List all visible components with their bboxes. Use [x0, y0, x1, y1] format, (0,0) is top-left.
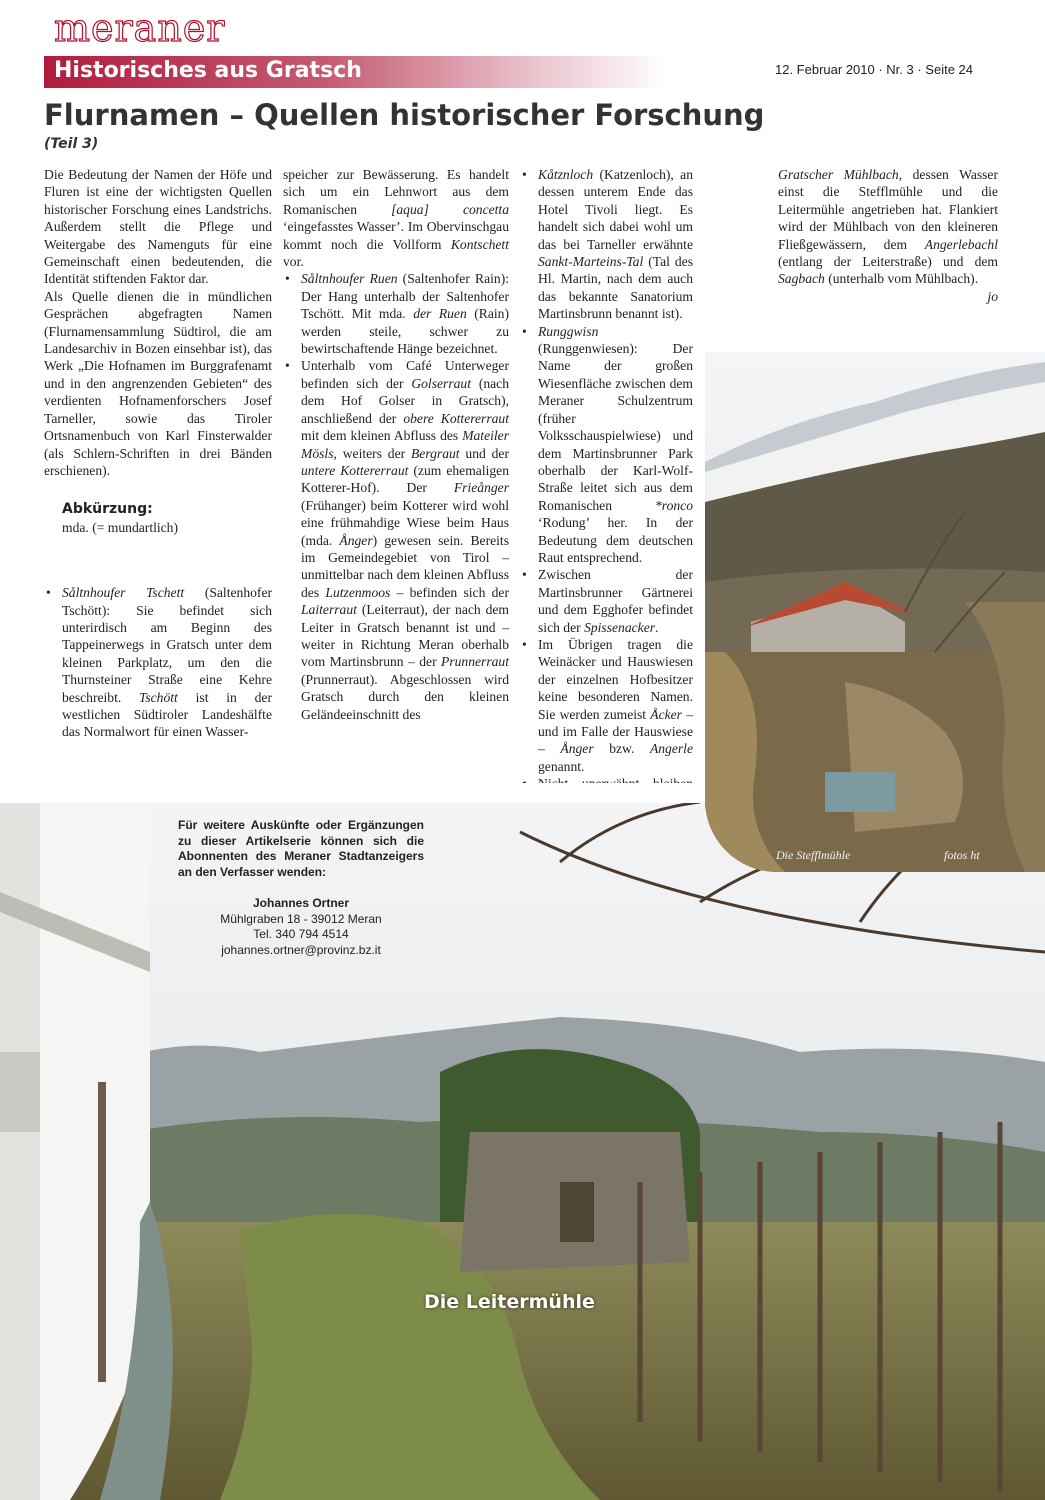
text: bzw. [593, 741, 650, 757]
term: Runggwisn [538, 323, 599, 339]
term: Lutzenmoos [325, 584, 391, 600]
text: (zum ehemaligen Kotterer-Hof). Der [301, 462, 509, 496]
contact-name: Johannes Ortner [252, 896, 350, 910]
text: (nach dem Hof Golser in Gratsch), anschließend der [301, 375, 510, 426]
text-wrap-box [0, 783, 718, 803]
term: Angerlebachl [924, 236, 998, 252]
text: ist in der westlichen Südtiroler Landeshälfte das Normalwort für einen Wasser- [62, 689, 272, 740]
paragraph [283, 166, 509, 270]
term: Bergraut [410, 445, 460, 461]
term: Spissenacker [584, 619, 656, 635]
text: (Saltenhofer Tschött): Sie befindet sich unterirdisch am Beginn des Tappeinerwegs in Gratsch unter dem kleinen Parkplatz, um den die Thurnsteiner Straße eine Kehre beschreibt. [62, 585, 272, 705]
article-subtitle: (Teil 3) [44, 136, 99, 152]
contact-box [178, 818, 424, 958]
column-2 [283, 166, 509, 723]
text: , weiters der [333, 445, 411, 461]
text: , dessen Wasser einst die Stefflmühle und die Leitermühle angetrieben hat. Flankiert wird der Mühlbach von den kleineren Fließgewässern, dem [778, 167, 998, 252]
text: . [655, 619, 659, 635]
column-4 [778, 166, 998, 305]
text: (Rain) werden steile, schwer zu bewirtschaftende Hänge bezeichnet. [301, 306, 509, 357]
text: (Runggenwiesen): Der Name der großen Wiesenfläche zwischen dem Meraner Schulzentrum (früher Volksschauspielwiese) und dem Martinsbrunner Park oberhalb der Karl-Wolf-Straße leitet sich aus dem Romanischen [538, 341, 693, 513]
photo-credit: fotos ht [944, 848, 980, 862]
text: (Prunnerraut). Abgeschlossen wird Gratsch durch den kleinen Geländeeinschnitt des [301, 671, 509, 722]
term: Prunnerraut [441, 654, 509, 670]
text: (Katzenloch), an dessen unterem Ende das Hotel Tivoli liegt. Es handelt sich dabei wohl um das bei Tarneller erwähnte [538, 167, 693, 252]
contact-address [178, 896, 424, 958]
text: (Frühanger) beim Kotterer wird wohl eine frühmahdige Wiese beim Haus (mda. [301, 497, 509, 548]
text: vor. [283, 254, 304, 270]
list-item [520, 166, 693, 323]
term: obere Kottererraut [403, 410, 509, 426]
text: mit dem kleinen Abfluss des [301, 428, 463, 444]
contact-email[interactable]: johannes.ortner@provinz.bz.it [221, 942, 381, 957]
photo-caption-leiter: Die Leitermühle [424, 1291, 595, 1313]
abbreviation-text: mda. (= mundartlich) [62, 519, 179, 535]
term: Såltnhoufer Ruen [301, 271, 398, 287]
term: der Ruen [413, 306, 467, 322]
term: Golserraut [411, 375, 471, 391]
column-3 [520, 166, 693, 810]
list-item [283, 357, 509, 723]
term: Mateiler Mösls [301, 428, 509, 461]
text: (Leiterraut), der nach dem Leiter in Gratsch benannt ist und – weiter in Richtung Meran oberhalb vom Martinsbrunn – der [301, 602, 509, 670]
text: (entlang der Leiterstraße) und dem [778, 254, 998, 270]
list-item [520, 566, 693, 636]
term: [aqua] concetta [391, 201, 509, 217]
paragraph [778, 166, 998, 288]
term: Ånger [339, 532, 373, 548]
term: Kontschett [450, 236, 509, 252]
paragraph: Die Bedeutung der Namen der Höfe und Fluren ist eine der wichtigsten Quellen historischer Forschung eines Landstrichs. Außerdem stellt die Pflege und Weitergabe des Namenguts für eine Gemeinschaft einen bedeutenden, die Identität stiftenden Faktor dar. [44, 167, 272, 287]
text: ‘eingefasstes Wasser’. Im Obervinschgau kommt noch die Vollform [283, 219, 509, 252]
text: Zwischen der Martinsbrunner Gärtnerei und dem Egghofer befindet sich der [538, 567, 693, 635]
text: (Saltenhofer Rain): Der Hang unterhalb der Saltenhofer Tschött. Mit mda. [301, 271, 510, 322]
text: (unterhalb vom Mühlbach). [824, 271, 979, 287]
dateline: 12. Februar 2010 · Nr. 3 · Seite 24 [775, 62, 973, 77]
brand-logo: meraner [54, 6, 226, 50]
term: Sagbach [778, 271, 825, 287]
text: ‘Rodung’ her. In der Bedeutung dem deutschen Raut entsprechend. [538, 515, 693, 565]
term: Tschött [139, 689, 178, 705]
photo-leitermuehle [0, 802, 1045, 1500]
text: – und im Falle der Hauswiese – [538, 706, 693, 757]
term: Laiterraut [301, 602, 357, 618]
term: Gratscher Mühlbach [778, 167, 899, 182]
abbreviation-title: Abkürzung: [62, 501, 153, 518]
term: untere Kottererraut [301, 462, 409, 478]
photo-caption-steffl: Die Stefflmühle [776, 848, 851, 862]
author-signature: jo [987, 288, 998, 304]
text: genannt. [538, 758, 585, 774]
text: und der [459, 445, 509, 461]
term: Frieånger [453, 480, 509, 496]
text: ) gewesen sein. Bereits im Gemeindegebiet von Tirol – unmittelbar nach dem kleinen Abfluss des [301, 532, 509, 600]
term: Sankt-Marteins-Tal [538, 254, 644, 270]
list-item [520, 323, 693, 567]
list-item [283, 270, 509, 357]
term: *ronco [654, 497, 693, 513]
text: speicher zur Bewässerung. Es handelt sich um ein Lehnwort aus dem Romanischen [283, 167, 509, 217]
contact-street: Mühlgraben 18 - 39012 Meran [220, 911, 382, 926]
term: Ånger [560, 741, 594, 757]
term: Angerle [649, 741, 693, 757]
section-title: Historisches aus Gratsch [54, 58, 362, 83]
paragraph: Als Quelle dienen die in mündlichen Gesprächen abgefragten Namen (Flurnamensammlung Südtirol, die am Landesarchiv in Bozen einsehbar ist), das Werk „Die Hofnamen im Burggrafenamt und in den angrenzenden Gebieten“ des verdienten Hofnamenforschers Josef Tarneller, sowie das Tiroler Ortsnamenbuch von Karl Finsterwalder (als Schlern-Schriften in drei Bänden erschienen). [44, 288, 272, 478]
text: Im Übrigen tragen die Weinäcker und Hauswiesen der einzelnen Hofbesitzer keine besonderen Namen. Sie werden zumeist [538, 636, 693, 722]
contact-phone: Tel. 340 794 4514 [253, 927, 349, 941]
article-title: Flurnamen – Quellen historischer Forschung [44, 98, 765, 132]
text: – befinden sich der [390, 584, 509, 600]
term: Åcker [650, 706, 682, 722]
column-1 [44, 166, 272, 741]
term: Såltnhoufer Tschett [62, 585, 185, 601]
contact-lead: Für weitere Auskünfte oder Ergänzungen zu dieser Artikelserie können sich die Abonnenten des Meraner Stadtanzeigers an den Verfasser wenden: [178, 818, 424, 879]
section-ribbon [44, 56, 668, 88]
abbreviation-box [44, 501, 272, 536]
text: Unterhalb vom Café Unterweger befinden sich der [301, 358, 509, 391]
list-item [44, 584, 272, 741]
photo-stefflmuehle [705, 352, 1045, 872]
term: Kåtznloch [538, 167, 594, 182]
text: (Tal des Hl. Martin, nach dem auch das bekannte Sanatorium Martinsbrunn benannt ist). [538, 254, 693, 322]
list-item [520, 636, 693, 775]
